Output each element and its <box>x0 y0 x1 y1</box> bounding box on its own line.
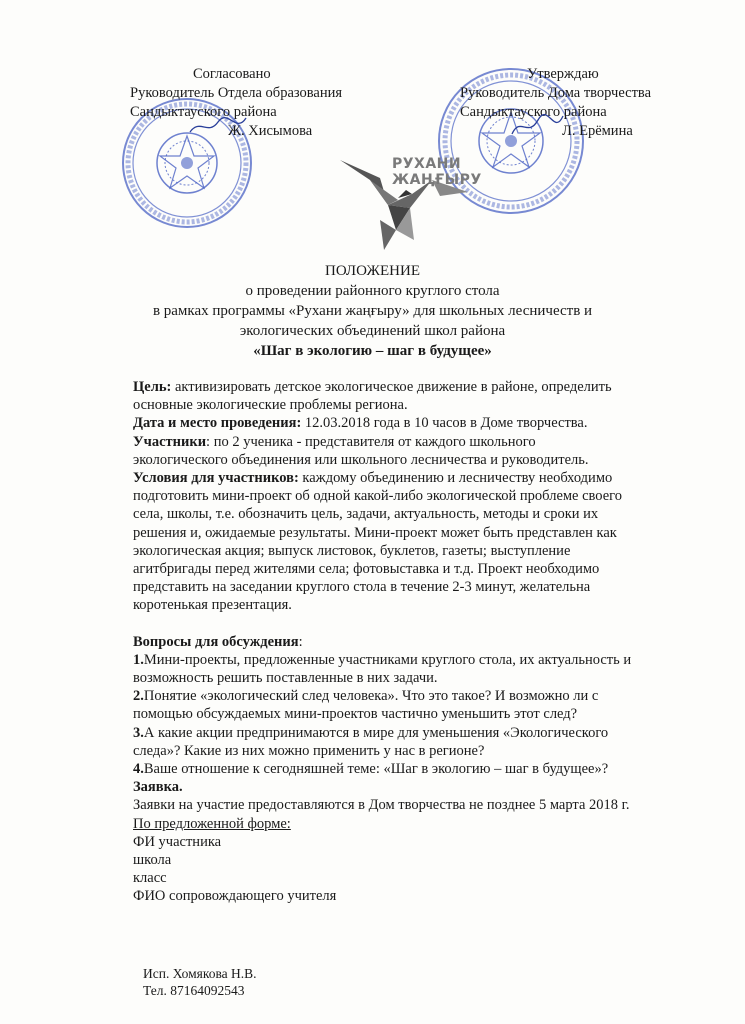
logo-line1: РУХАНИ <box>392 156 462 172</box>
approval-left-signer: Ж. Хисымова <box>228 123 313 139</box>
form-field: ФИО сопровождающего учителя <box>133 888 337 905</box>
conditions-line: агитбригады перед жителями села; фотовыставка и т.д. Проект необходимо <box>133 561 600 578</box>
signature-left <box>188 112 248 140</box>
title-line-3: экологических объединений школ района <box>239 323 506 339</box>
form-field: ФИ участника <box>133 833 222 850</box>
conditions-line: решения и, ожидаемые результаты. Мини-проект может быть представлен как <box>133 524 617 541</box>
date-place-label: Дата и место проведения: <box>133 415 302 432</box>
conditions-line: подготовить мини-проект об одной какой-либо экологической проблеме своего <box>133 488 622 505</box>
form-field: школа <box>133 852 172 869</box>
question-4-line-1: 4.Ваше отношение к сегодняшней теме: «Шаг в экологию – шаг в будущее»? <box>133 761 609 778</box>
application-text: Заявки на участие предоставляются в Дом творчества не позднее 5 марта 2018 г. <box>133 797 630 814</box>
question-1-line-1: 1.Мини-проекты, предложенные участниками круглого стола, их актуальность и <box>133 651 632 668</box>
conditions-label: Условия для участников: <box>133 470 299 487</box>
approval-left-heading: Согласовано <box>193 66 271 82</box>
participants-line-1: Участники: по 2 ученика - представителя от каждого школьного <box>133 433 536 450</box>
title-line-2: в рамках программы «Рухани жаңғыру» для школьных лесничеств и <box>152 303 593 319</box>
question-3-line-1: 3.А какие акции предпринимаются в мире для уменьшения «Экологического <box>133 724 609 741</box>
event-name: «Шаг в экологию – шаг в будущее» <box>253 343 492 359</box>
question-2-line-2: помощью обсуждаемых мини-проектов частично уменьшить этот след? <box>133 706 578 723</box>
conditions-line: экологическая акция; выпуск листовок, буклетов, газеты; выступление <box>133 542 571 559</box>
question-2-line-1: 2.Понятие «экологический след человека». Что это такое? И возможно ли с <box>133 688 599 705</box>
footer <box>143 965 257 999</box>
conditions-line-1: Условия для участников: каждому объединению и лесничеству необходимо <box>133 470 613 487</box>
phone: Тел. 87164092543 <box>143 983 245 998</box>
approval-right-district: Сандыктауского района <box>460 104 607 120</box>
approval-right-heading: Утверждаю <box>527 66 599 82</box>
executor: Исп. Хомякова Н.В. <box>143 966 257 981</box>
application-heading: Заявка. <box>133 779 183 796</box>
signature-right <box>510 112 565 140</box>
form-label: По предложенной форме: <box>133 815 291 832</box>
goal-line-1: Цель: активизировать детское экологическое движение в районе, определить <box>133 379 612 395</box>
title-line-1: о проведении районного круглого стола <box>245 283 500 299</box>
approval-right-position: Руководитель Дома творчества <box>460 85 652 101</box>
date-place: Дата и место проведения: 12.03.2018 года в 10 часов в Доме творчества. <box>133 415 588 432</box>
question-1-line-2: возможность решить поставленные в них задачи. <box>133 670 438 687</box>
approval-left-district: Сандыктауского района <box>130 104 277 120</box>
logo-line2: ЖАҢҒЫРУ <box>392 172 482 188</box>
conditions-line: коротенькая презентация. <box>133 597 292 614</box>
approval-right-signer: Л. Ерёмина <box>562 123 633 139</box>
question-3-line-2: следа»? Какие из них можно применить у нас в регионе? <box>133 742 485 759</box>
participants-line-2: экологического объединения или школьного лесничества и руководитель. <box>133 451 589 468</box>
participants-label: Участники <box>133 433 207 450</box>
goal-label: Цель: <box>133 379 172 395</box>
rukhani-zhangyru-logo <box>340 150 480 260</box>
approval-left-position: Руководитель Отдела образования <box>130 85 343 101</box>
document-type-heading: ПОЛОЖЕНИЕ <box>325 263 420 279</box>
goal-line-2: основные экологические проблемы региона. <box>133 397 408 414</box>
conditions-line: села, школы, т.е. обозначить цель, задачи, актуальность, методы и сроки их <box>133 506 599 523</box>
document-body <box>133 378 713 906</box>
conditions-line: представить на заседании круглого стола в течение 2-3 минут, желательна <box>133 579 591 596</box>
questions-heading: Вопросы для обсуждения: <box>133 633 303 650</box>
form-field: класс <box>133 870 167 887</box>
